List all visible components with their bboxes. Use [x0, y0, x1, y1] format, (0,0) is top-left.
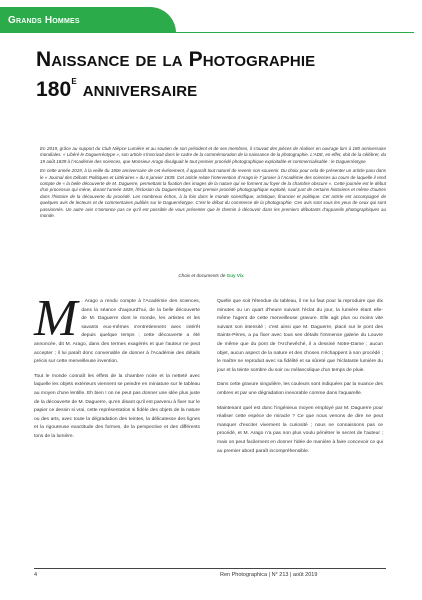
- header-rule: [0, 32, 414, 33]
- body-paragraph: Quelle que soit l'étendue du tableau, il ne lui faut pour la reproduire que dix minutes ou un quart d'heure suivant l'éclat du jour, la lumière étant elle-même l'agent de cette merveilleuse gravure. Elle agit plus ou moins vite suivant son intensité ; c'est ainsi que M. Daguerre, placé sur le pont des Saints-Pères, a pu fixer avec tous ses détails l'immense galerie du Louvre de même que du pont de l'Archevêché, il a dessiné Notre-Dame ; aucun objet, aucun aspect de la nature et des choses n'échappent à son procédé ; le maître ne reproduit avec sa fidélité et sa sûreté que l'éclatante lumière du jour et la teinte sombre du soir ou mélancolique d'un temps de pluie.: [217, 299, 383, 373]
- title-line-2: [36, 75, 418, 105]
- page-number: 4: [34, 572, 38, 578]
- title-number: 180: [36, 78, 72, 101]
- journal-footer: Ren Photographica | N° 213 | août 2019: [220, 572, 318, 578]
- dropcap: M: [34, 290, 78, 347]
- title-superscript: e: [71, 75, 77, 87]
- intro-block: [40, 146, 386, 222]
- title-line-1: Naissance de la Photographie: [36, 48, 316, 71]
- body-column-right: [217, 298, 383, 462]
- section-tab: [0, 7, 176, 33]
- body-paragraph-text: . Arago a rendu compte à l'Académie des sciences, dans la séance d'aujourd'hui, de la belle découverte de M. Daguerre dont le monde, les artistes et les savants eux-mêmes s'entretiennent avec intérêt depuis quelque temps ; cette découverte a été annoncée, dit M. Arago, dans des termes exagérés et que l'auteur ne peut accepter ; il lui paraît donc convenable de donner à l'Académie des détails précis sur cette merveilleuse invention.: [34, 299, 200, 365]
- body-paragraph: Tout le monde connaît les effets de la chambre noire et la netteté avec laquelle les objets extérieurs viennent se peindre en miniature sur le tableau au moyen d'une lentille. Eh bien ! on ne peut pas donner une idée plus juste de la découverte de M. Daguerre, qu'en disant qu'il est parvenu à fixer sur le papier ce dessin si vrai, cette représentation si fidèle des objets de la nature ou des arts, avec toute la dégradation des teintes, la délicatesse des lignes et la rigoureuse exactitude des formes, de la perspective et des différents tons de la lumière.: [34, 373, 200, 439]
- footer-rule: [34, 568, 386, 569]
- intro-paragraph-2: En cette année 2019, à la veille du 180e anniversaire de cet événement, il apparaît tout naturel de revenir son souvenir. Du choix pour cela de présenter un article paru dans le « Journal des Débats Politiques et Littéraires » du 6 janvier 1839. Cet article relate l'intervention d'Arago le 7 janvier à l'Académie des sciences au cours de laquelle il rend compte de « la belle découverte de M. Daguerre, permettant la fixation des images de la nature qui se forment au foyer de la chambre obscure ». Cette journée est le début d'un processus qui mène, durant l'année 1839, l'éclosion du Daguerréotype, tout premier procédé photographique exploité, sauf part de certains historiens et même d'autres dans l'histoire de la découverte du procédé. Les nombreux échos, à la fois dans le monde scientifique, artistique, financier et politique. Cet article est accompagné de quelques avis de lecteurs et de commentaires publiés sur le Daguerréotype. C'est le début du commerce de la photographie. Ces avis sont sous les yeux de ceux qui sont passionnés. Un autre avis n'annonce pas ce qu'il est possible de vous présenter que le chemin à découvrir dans les premiers débutants d'appareils photographiques au monde.: [40, 168, 386, 219]
- byline-author: Guy Vix: [226, 273, 244, 278]
- page-title: [36, 45, 418, 105]
- byline-text: Choix et documents de: [178, 273, 226, 278]
- intro-paragraph-1: En 2019, grâce au support du Club Nièpce Lumière et au soutien de son président et de ses membres, il s'ouvait des pièces de réaliser en ouvrage lors à 180 anniversaire mondiales. « Libéré le Daguerréotype », son article s'inscrivait dans le cadre de la commémoration de la naissance de la photographie. L'ADE, en effet, doit de la célébrer, du 19 août 1839 à l'Académie des sciences, que Monsieur Arago divulguait le tout premier procédé photographique exploitable et commercialisable : le Daguerréotype.: [40, 146, 386, 164]
- title-rest: anniversaire: [76, 78, 198, 101]
- body-paragraph: Maintenant quel est donc l'ingénieux moyen employé par M. Daguerre pour réaliser cette espèce de miracle ? Ce que nous venons de dire ne peut manquer d'exciter vivement la curiosité ; nous ne connaissons pas ce procédé, et M. Arago n'a pas non plus voulu pénétrer le secret de l'auteur ; mais on peut facilement en donner l'idée de manière à faire concevoir ce qui au premier abord paraît incompréhensible.: [217, 405, 383, 454]
- body-column-left: [34, 290, 200, 448]
- body-paragraph: Dans cette gravure singulière, les couleurs sont indiquées par la nuance des ombres et par une dégradation inexorable comme dans l'aquarelle.: [217, 382, 383, 396]
- body-paragraph: [34, 290, 200, 367]
- section-tab-label: Grands Hommes: [8, 15, 80, 26]
- byline: [0, 273, 422, 278]
